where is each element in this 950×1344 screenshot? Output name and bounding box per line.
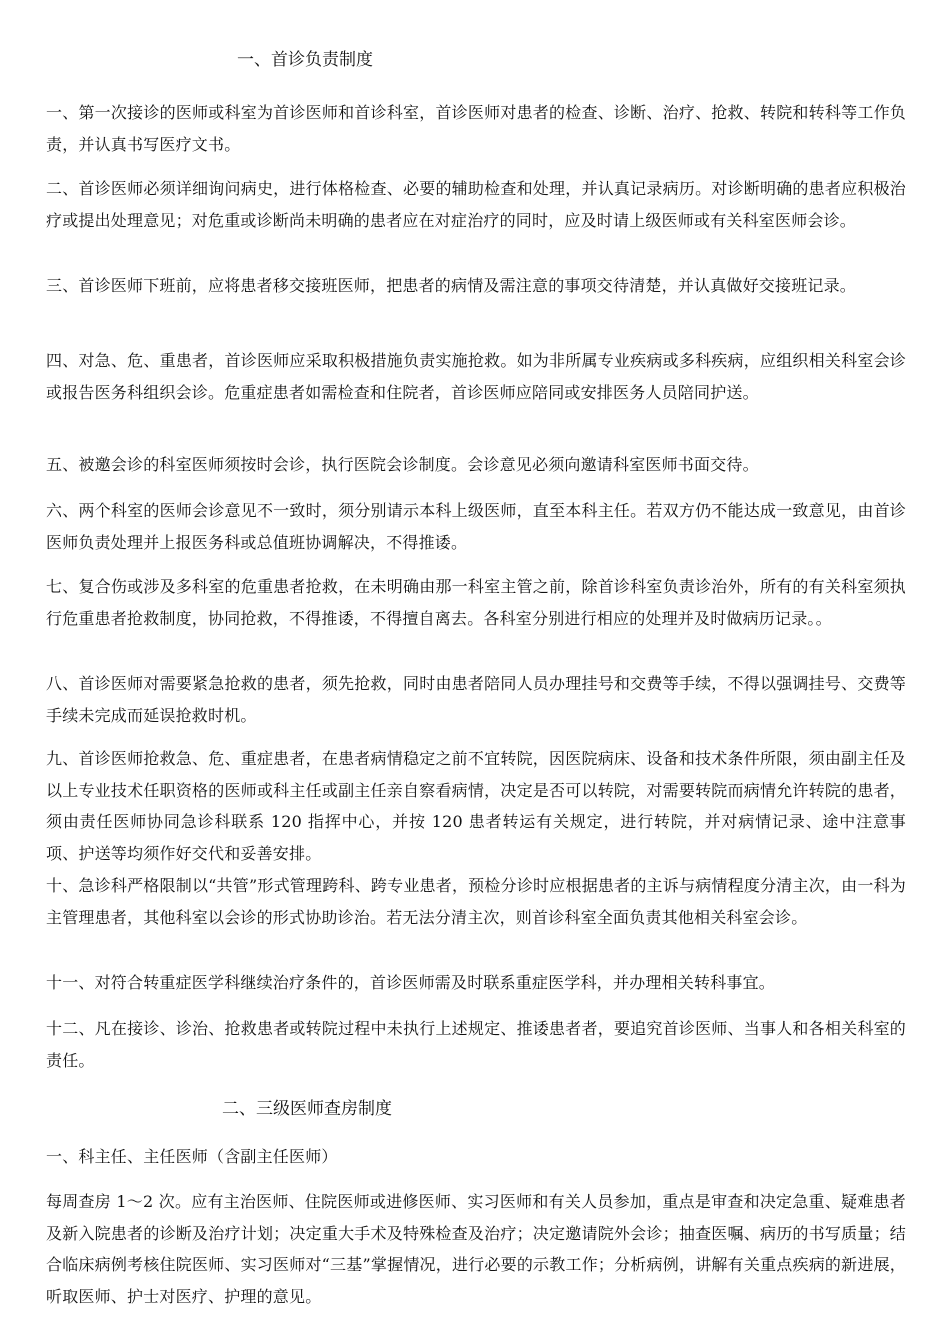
section2-title: 二、三级医师查房制度 bbox=[222, 1099, 392, 1119]
paragraph-2: 二、首诊医师必须详细询问病史，进行体格检查、必要的辅助检查和处理，并认真记录病历。对诊断明确的患者应积极治疗或提出处理意见；对危重或诊断尚未明确的患者应在对症治疗的同时，应及时请上级医师或有关科室医师会诊。 bbox=[46, 179, 906, 230]
section1-title: 一、首诊负责制度 bbox=[237, 50, 373, 70]
paragraph-4: 四、对急、危、重患者，首诊医师应采取积极措施负责实施抢救。如为非所属专业疾病或多科疾病，应组织相关科室会诊或报告医务科组织会诊。危重症患者如需检查和住院者，首诊医师应陪同或安排医务人员陪同护送。 bbox=[46, 351, 906, 402]
paragraph-7: 七、复合伤或涉及多科室的危重患者抢救，在未明确由那一科室主管之前，除首诊科室负责诊治外，所有的有关科室须执行危重患者抢救制度，协同抢救，不得推诿，不得擅自离去。各科室分别进行相应的处理并及时做病历记录。。 bbox=[46, 577, 906, 628]
paragraph-6: 六、两个科室的医师会诊意见不一致时，须分别请示本科上级医师，直至本科主任。若双方仍不能达成一致意见，由首诊医师负责处理并上报医务科或总值班协调解决，不得推诿。 bbox=[46, 501, 906, 552]
section2-subheading: 一、科主任、主任医师（含副主任医师） bbox=[46, 1147, 338, 1166]
paragraph-12: 十二、凡在接诊、诊治、抢救患者或转院过程中未执行上述规定、推诿患者者，要追究首诊医师、当事人和各相关科室的责任。 bbox=[46, 1019, 906, 1070]
paragraph-3: 三、首诊医师下班前，应将患者移交接班医师，把患者的病情及需注意的事项交待清楚，并认真做好交接班记录。 bbox=[46, 276, 857, 295]
paragraph-9: 九、首诊医师抢救急、危、重症患者，在患者病情稳定之前不宜转院，因医院病床、设备和技术条件所限，须由副主任及以上专业技术任职资格的医师或科主任或副主任亲自察看病情，决定是否可以转院，对需要转院而病情允许转院的患者，须由责任医师协同急诊科联系 120 指挥中心，并按 120 患者转运有关规定，进行转院，并对病情记录、途中注意事项、护送等均须作好交代和妥善安排。 bbox=[46, 749, 906, 863]
paragraph-10: 十、急诊科严格限制以“共管”形式管理跨科、跨专业患者，预检分诊时应根据患者的主诉与病情程度分清主次，由一科为主管理患者，其他科室以会诊的形式协助诊治。若无法分清主次，则首诊科室全面负责其他相关科室会诊。 bbox=[46, 876, 906, 927]
paragraph-11: 十一、对符合转重症医学科继续治疗条件的，首诊医师需及时联系重症医学科，并办理相关转科事宜。 bbox=[46, 973, 776, 992]
paragraph-5: 五、被邀会诊的科室医师须按时会诊，执行医院会诊制度。会诊意见必须向邀请科室医师书面交待。 bbox=[46, 455, 759, 474]
paragraph-13: 每周查房 1～2 次。应有主治医师、住院医师或进修医师、实习医师和有关人员参加，重点是审查和决定急重、疑难患者及新入院患者的诊断及治疗计划；决定重大手术及特殊检查及治疗；决定邀请院外会诊；抽查医嘱、病历的书写质量；结合临床病例考核住院医师、实习医师对“三基”掌握情况，进行必要的示教工作；分析病例，讲解有关重点疾病的新进展，听取医师、护士对医疗、护理的意见。 bbox=[46, 1192, 906, 1306]
paragraph-1: 一、第一次接诊的医师或科室为首诊医师和首诊科室，首诊医师对患者的检查、诊断、治疗、抢救、转院和转科等工作负责，并认真书写医疗文书。 bbox=[46, 103, 906, 154]
paragraph-8: 八、首诊医师对需要紧急抢救的患者，须先抢救，同时由患者陪同人员办理挂号和交费等手续，不得以强调挂号、交费等手续未完成而延误抢救时机。 bbox=[46, 674, 906, 725]
